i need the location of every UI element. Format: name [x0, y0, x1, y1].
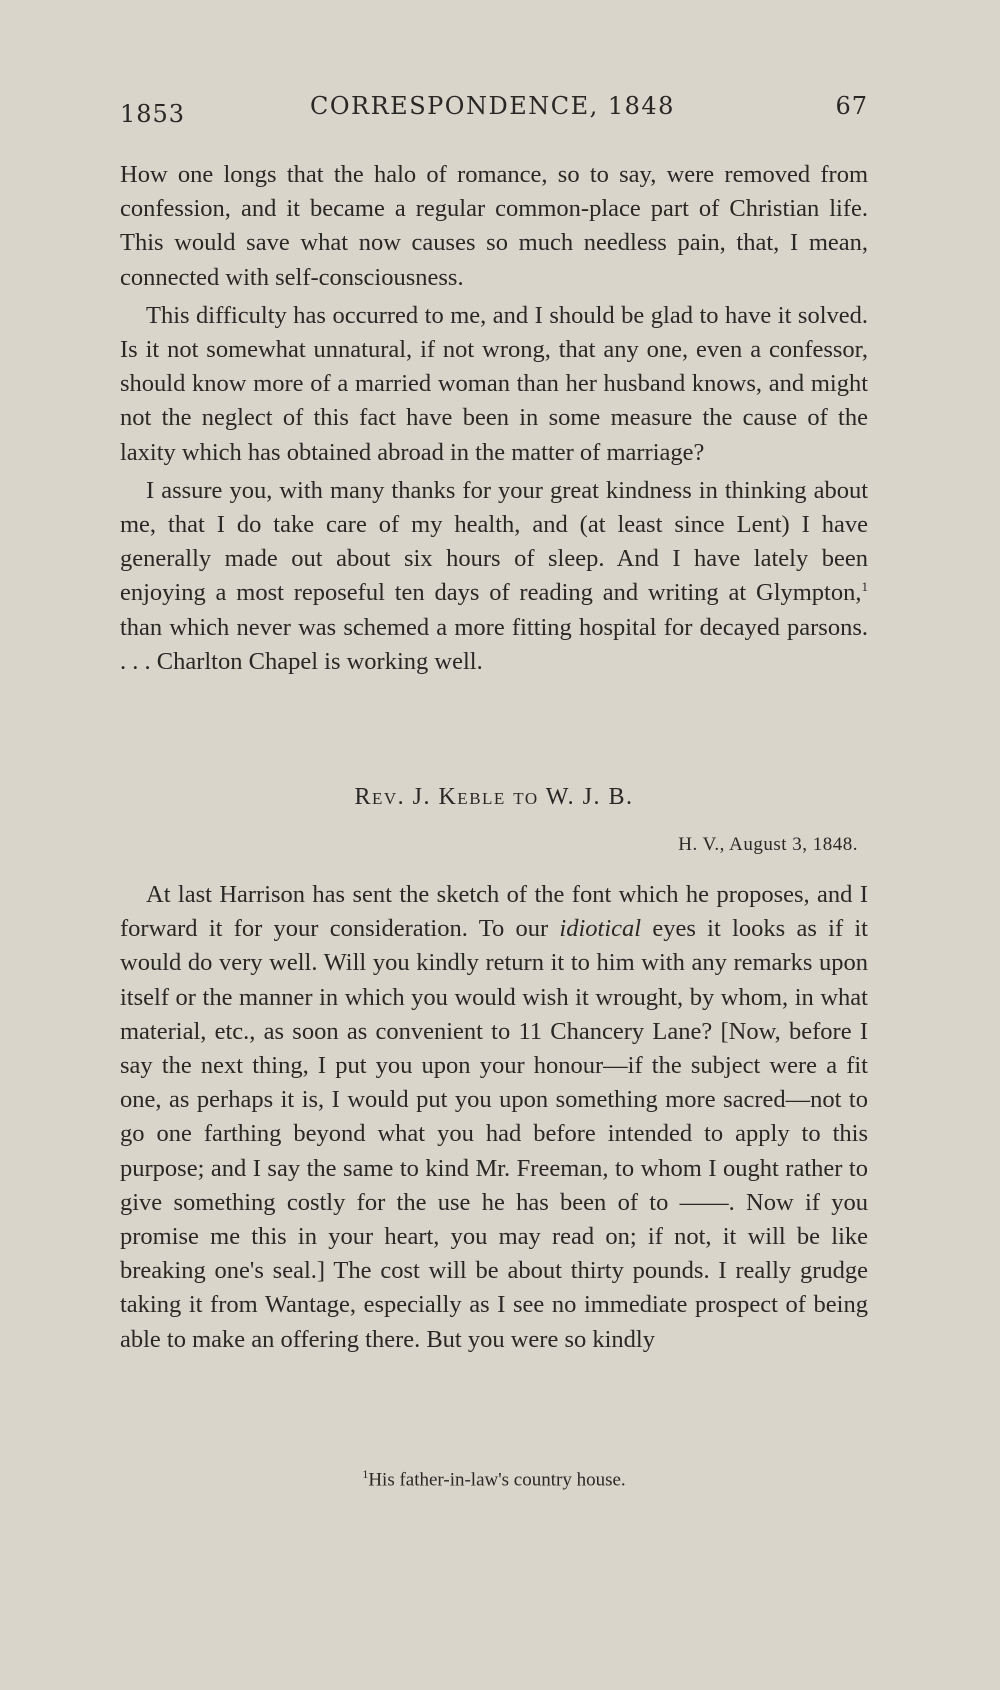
header-year: 1853 [120, 100, 186, 128]
header-title: CORRESPONDENCE, 1848 [310, 92, 675, 120]
letter-2-body [120, 878, 868, 1361]
letter-1-body [120, 158, 868, 683]
paragraph: How one longs that the halo of romance, so to say, were removed from confession, and it became a regular common-place part of Christian life. This would save what now causes so much needless pain, that, I mean, connected with self-consciousness. [120, 161, 868, 291]
italic-word: idiotical [559, 915, 642, 943]
paragraph-text: I assure you, with many thanks for your great kindness in thinking about me, that I do take care of my health, and (at least since Lent) I have generally made out about six hours of sleep. And I have lately been enjoying a most reposeful ten days of reading and writing at Glympton, [120, 476, 868, 607]
footnote-text: His father-in-law's country house. [368, 1469, 626, 1491]
paragraph-text: eyes it looks as if it would do very well. Will you kindly return it to him with any remarks upon itself or the manner in which you would wish it wrought, by whom, in what material, etc., as soon as convenient to 11 Chancery Lane? [Now, before I say the next thing, I put you upon your honour—if the subject were a fit one, as perhaps it is, I would put you upon something more sacred—not to go one farthing beyond what you had before intended to apply to this purpose; and I say the same to kind Mr. Freeman, to whom I ought rather to give something costly for the use he has been of to ——. Now if you promise me this in your heart, you may read on; if not, it will be like breaking one's seal.] The cost will be about thirty pounds. I really grudge taking it from Wantage, especially as I see no immediate prospect of being able to make an offering there. But you were so kindly [120, 915, 868, 1353]
paragraph [120, 474, 868, 679]
paragraph-text: than which never was schemed a more fitting hospital for decayed parsons. . . . Charlton Chapel is working well. [120, 613, 868, 675]
paragraph [120, 878, 868, 1357]
paragraph: This difficulty has occurred to me, and I should be glad to have it solved. Is it not somewhat unnatural, if not wrong, that any one, even a confessor, should know more of a married woman than her husband knows, and might not the neglect of this fact have been in some measure the cause of the laxity which has obtained abroad in the matter of marriage? [120, 301, 868, 466]
letter-dateline: H. V., August 3, 1848. [678, 834, 858, 855]
page-number: 67 [835, 92, 868, 120]
running-header [120, 92, 868, 132]
footnote [120, 1467, 868, 1491]
footnote-reference: 1 [861, 579, 868, 595]
footnote-marker: 1 [362, 1467, 369, 1481]
letter-heading: Rev. J. Keble to W. J. B. [354, 784, 634, 810]
paragraph-text: At last Harrison has sent the sketch of the font which he proposes, and I forward it for your consideration. To our [120, 881, 868, 943]
